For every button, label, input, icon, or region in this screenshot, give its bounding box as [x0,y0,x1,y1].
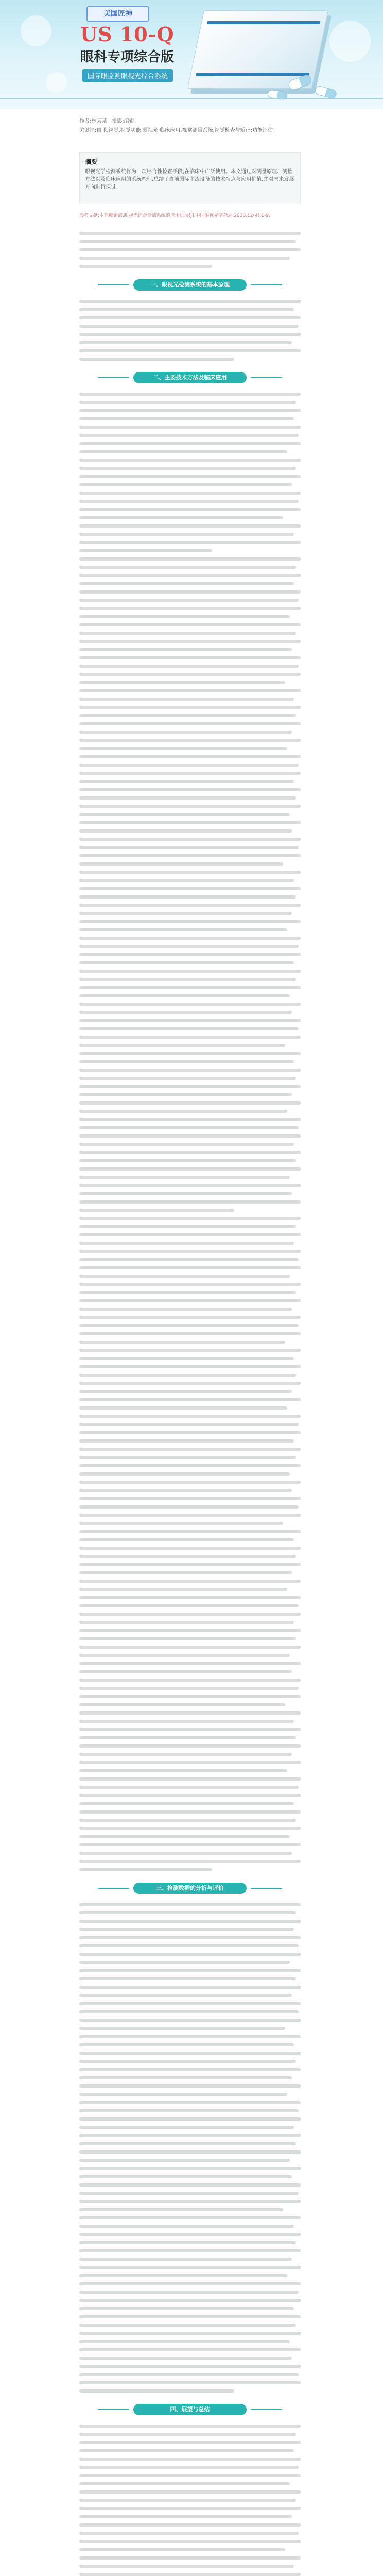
paragraph-block [79,2425,301,2576]
banner-subtitle: 国际眼监测眼视光综合系统 [82,69,173,82]
citation: 参考文献:本刊编辑部.眼视光综合检测系统的应用进展[J].中国眼视光学杂志,2023,12(4):1-9. [79,213,270,218]
box-stripe [196,73,309,76]
section-heading: 一、眼视光检测系统的基本原理 [133,279,247,291]
decor-bubble [329,21,371,62]
section-heading: 三、检测数据的分析与评价 [133,1883,247,1894]
capsule-graphic [314,85,337,99]
section-heading: 四、展望与总结 [133,2404,247,2415]
decor-bubble [46,72,67,93]
decor-bubble [21,15,51,46]
section-heading: 二、主要技术方法及临床应用 [133,372,247,383]
abstract-text: 眼视光学检测系统作为一项综合性检查手段,在临床中广泛使用。本文通过对测量原理、测量方法以及临床应用的系统梳理,总结了当前国际主流设备的技术特点与应用价值,并对未来发展方向进行探讨。 [85,169,294,190]
paragraph-block [79,557,301,1212]
abstract-box [79,152,301,204]
banner-title-primary: US 10-Q [80,23,175,46]
abstract-label: 摘要 [85,158,98,165]
banner-logo: 美国匠神 [86,6,149,22]
header-banner [0,0,383,109]
article-meta: 作者:林某某 摄影:编辑 [79,118,134,124]
article-keywords: 关键词:自眼,视觉,视觉功能,眼视光;临床应用,视觉测量系统,视觉检查与矫正;功能评估 [79,128,273,133]
paragraph-block [79,1903,301,2393]
paragraph-block [79,232,301,268]
decor-line [0,98,383,99]
paragraph-block [79,1217,301,1871]
box-stripe [206,21,320,24]
banner-title-secondary: 眼科专项综合版 [80,49,175,65]
paragraph-block [79,300,301,361]
article-body [79,232,301,2576]
paragraph-block [79,393,301,552]
